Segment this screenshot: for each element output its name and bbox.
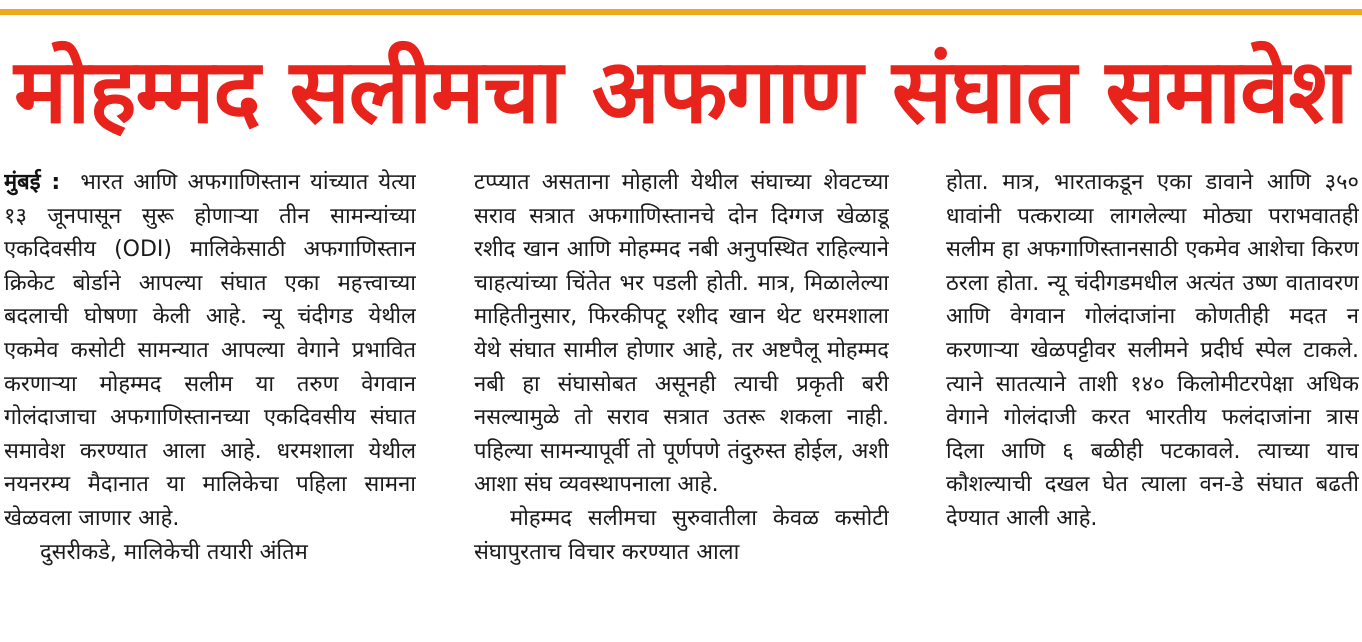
- article-paragraph: दुसरीकडे, मालिकेची तयारी अंतिम: [40, 539, 308, 565]
- article-column-3: [946, 166, 1359, 636]
- dateline: मुंबई :: [4, 170, 61, 195]
- article-paragraph: [4, 166, 416, 536]
- top-accent-rule: [0, 9, 1362, 15]
- article-column-2: [474, 166, 889, 636]
- headline: मोहम्मद सलीमचा अफगाण संघात समावेश: [13, 39, 1348, 143]
- article-paragraph: होता. मात्र, भारताकडून एका डावाने आणि ३५० धावांनी पत्कराव्या लागलेल्या मोठ्या पराभवातही सलीम हा अफगाणिस्तानसाठी एकमेव आशेचा किरण ठरला होता. न्यू चंदीगडमधील अत्यंत उष्ण वातावरण आणि वेगवान गोलंदाजांना कोणतीही मदत न करणाऱ्या खेळपट्टीवर सलीमने प्रदीर्घ स्पेल टाकले. त्याने सातत्याने ताशी १४० किलोमीटरपेक्षा अधिक वेगाने गोलंदाजी करत भारतीय फलंदाजांना त्रास दिला आणि ६ बळीही पटकावले. त्याच्या याच कौशल्याची दखल घेत त्याला वन-डे संघात बढती देण्यात आली आहे.: [946, 170, 1359, 531]
- article-paragraph: टप्प्यात असताना मोहाली येथील संघाच्या शेवटच्या सराव सत्रात अफगाणिस्तानचे दोन दिग्गज खेळाडू रशीद खान आणि मोहम्मद नबी अनुपस्थित राहिल्याने चाहत्यांच्या चिंतेत भर पडली होती. मात्र, मिळालेल्या माहितीनुसार, फिरकीपटू रशीद खान थेट धरमशाला येथे संघात सामील होणार आहे, तर अष्टपैलू मोहम्मद नबी हा संघासोबत असूनही त्याची प्रकृती बरी नसल्यामुळे तो सराव सत्रात उतरू शकला नाही. पहिल्या सामन्यापूर्वी तो पूर्णपणे तंदुरुस्त होईल, अशी आशा संघ व्यवस्थापनाला आहे.: [474, 170, 889, 498]
- article-column-1: [4, 166, 416, 636]
- article-paragraph: मोहम्मद सलीमचा सुरुवातीला केवळ कसोटी संघापुरताच विचार करण्यात आला: [474, 505, 889, 565]
- paragraph-text: भारत आणि अफगाणिस्तान यांच्यात येत्या १३ जूनपासून सुरू होणाऱ्या तीन सामन्यांच्या एकदिवसीय (ODI) मालिकेसाठी अफगाणिस्तान क्रिकेट बोर्डाने आपल्या संघात एका महत्त्वाच्या बदलाची घोषणा केली आहे. न्यू चंदीगड येथील एकमेव कसोटी सामन्यात आपल्या वेगाने प्रभावित करणाऱ्या मोहम्मद सलीम या तरुण वेगवान गोलंदाजाचा अफगाणिस्तानच्या एकदिवसीय संघात समावेश करण्यात आला आहे. धरमशाला येथील नयनरम्य मैदानात या मालिकेचा पहिला सामना खेळवला जाणार आहे.: [4, 170, 416, 531]
